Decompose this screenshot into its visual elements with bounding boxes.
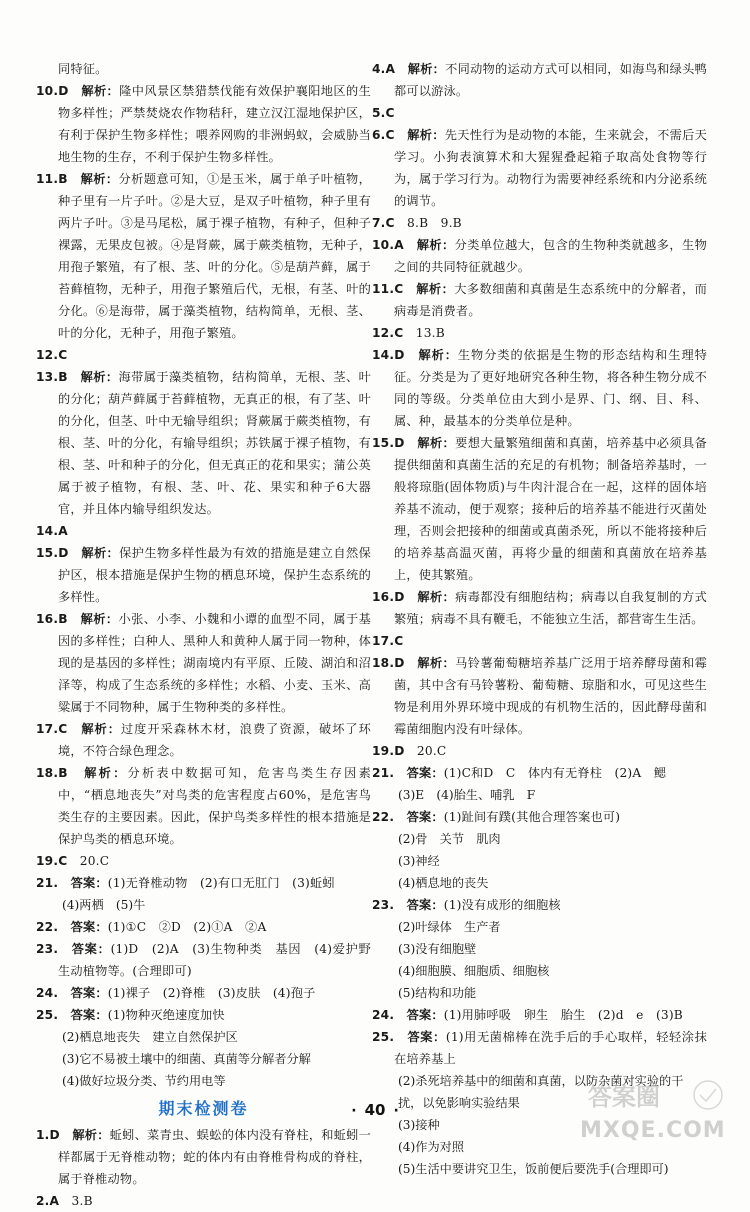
answer-keyword: 答案： [70,986,108,1000]
answer-keyword: 答案： [70,920,108,934]
answer-entry [36,608,371,718]
question-number: 24. [36,986,59,1000]
question-number: 17.C [372,634,404,648]
question-number: 23. [36,942,59,956]
question-number: 18.B [36,766,68,780]
answer-text: 隆中风景区禁猎禁伐能有效保护襄阳地区的生物多样性；严禁焚烧农作物秸秆，建立汉江湿地保护区，有利于保护生物多样性；喂养网购的非洲蚂蚁，会威胁当地生物的生存，不利于保护生物多样性。 [58,84,372,164]
question-number: 24. [372,1008,395,1022]
answer-entry [36,718,371,762]
answer-entry [372,1026,707,1070]
answer-entry [36,850,371,872]
question-number: 12.C [372,326,404,340]
answer-entry [36,1124,371,1190]
watermark-line1: 答案圈 [588,1083,660,1111]
answer-text: (1)没有成形的细胞核 [443,898,561,912]
answer-subline: (5)生活中要讲究卫生，饭前便后要洗手(合理即可) [398,1162,669,1176]
answer-entry [372,1004,707,1026]
answer-keyword: 解析： [81,546,120,560]
continued-text: 同特征。 [58,62,108,76]
answer-text: 病毒都没有细胞结构；病毒以自我复制的方式繁殖；病毒不具有鞭毛，不能独立生活，都营寄生生活。 [394,590,708,626]
answer-text: 海带属于藻类植物，结构简单，无根、茎、叶的分化；葫芦藓属于苔藓植物，无真正的根，有了茎、叶的分化，但茎、叶中无输导组织；肾蕨属于蕨类植物，有根、茎、叶的分化，有输导组织；苏铁属于裸子植物，有根、茎、叶和种子的分化，但无真正的花和果实；蒲公英属于被子植物，有根、茎、叶、花、果实和种子6大器官，并且体内输导组织发达。 [58,370,371,516]
answer-text: 大多数细菌和真菌是生态系统中的分解者，而病毒是消费者。 [394,282,708,318]
answer-entry [36,520,371,542]
answer-entry [372,278,707,322]
answer-keyword: 答案： [406,1008,444,1022]
answer-keyword: 解析： [84,766,128,780]
answer-subline: (5)结构和功能 [398,986,477,1000]
answer-entry [372,586,707,630]
watermark-logo [568,1073,738,1145]
answer-subline: (4)作为对照 [398,1140,465,1154]
answer-entry [372,432,707,586]
answer-text: (1)裸子 (2)脊椎 (3)皮肤 (4)孢子 [107,986,316,1000]
answer-entry [36,916,371,938]
page-number-value: 40 [364,1101,386,1119]
question-number: 10.A [372,238,404,252]
answer-keyword: 答案： [70,1008,108,1022]
question-number: 10.D [36,84,69,98]
answer-text: (1)①C ②D (2)①A ②A [107,920,267,934]
dot-right: · [393,1103,399,1119]
question-number: 25. [372,1030,395,1044]
answer-keyword: 解析： [80,172,119,186]
question-number: 6.C [372,128,395,142]
answer-entry [36,1190,371,1212]
answer-entry [36,938,371,982]
answer-keyword: 解析： [418,348,458,362]
answer-subline: (4)两栖 (5)牛 [62,898,146,912]
answer-keyword: 答案： [407,1030,446,1044]
answer-subline: (3)接种 [398,1118,440,1132]
answer-entry [372,630,707,652]
question-number: 22. [372,810,395,824]
question-number: 19.C [36,854,68,868]
answer-keyword: 解析： [417,590,456,604]
answer-entry [36,762,371,850]
answer-entry [36,366,371,520]
answer-keyword: 解析： [72,1128,110,1142]
answer-text: (1)用无菌棉棒在洗手后的手心取样，轻轻涂抹在培养基上 [394,1030,708,1066]
question-number: 21. [372,766,395,780]
answer-keyword: 解析： [80,370,119,384]
answer-keyword: 解析： [81,722,121,736]
question-number: 11.B [36,172,68,186]
left-column [36,58,371,1212]
answer-entry [36,80,371,168]
watermark-line2: MXQE.COM [580,1118,726,1143]
question-number: 19.D [372,744,405,758]
question-number: 14.D [372,348,405,362]
answer-entry [36,982,371,1004]
answer-entry [36,542,371,608]
answer-entry [36,1004,371,1026]
answer-entry [372,124,707,212]
question-number: 22. [36,920,59,934]
answer-text: 先天性行为是动物的本能，生来就会，不需后天学习。小狗表演算术和大猩猩叠起箱子取高处食物等行为，属于学习行为。动物行为需要神经系统和内分泌系统的调节。 [394,128,707,208]
answer-entry [372,652,707,740]
answer-keyword: 解析： [417,436,456,450]
answer-subline: (2)骨 关节 肌肉 [398,832,501,846]
answer-text: 保护生物多样性最为有效的措施是建立自然保护区，根本措施是保护生物的栖息环境，保护生态系统的多样性。 [58,546,372,604]
answer-text: 分析表中数据可知，危害鸟类生存因素中，“栖息地丧失”对鸟类的危害程度占60%，是危害鸟类生存的主要因素。因此，保护鸟类多样性的根本措施是保护鸟类的栖息环境。 [58,766,371,846]
answer-entry [372,212,707,234]
answer-text: (1)物种灭绝速度加快 [107,1008,225,1022]
question-number: 18.D [372,656,405,670]
answer-text: 20.C [416,744,447,758]
answer-subline: (3)E (4)胎生、哺乳 F [398,788,536,802]
answer-text: 小张、小李、小魏和小谭的血型不同，属于基因的多样性；白种人、黑种人和黄种人属于同一物种，体现的是基因的多样性；湖南境内有平原、丘陵、湖泊和沼泽等，构成了生态系统的多样性；水稻、小麦、玉米、高粱属于不同物种，属于生物种类的多样性。 [58,612,371,714]
question-number: 11.C [372,282,404,296]
answer-keyword: 解析： [417,656,456,670]
answer-keyword: 解析： [80,612,119,626]
question-number: 13.B [36,370,68,384]
section-title: 期末检测卷 [158,1099,249,1118]
answer-entry [372,234,707,278]
answer-text: (1)无脊椎动物 (2)有口无肛门 (3)蚯蚓 [107,876,335,890]
answer-text: 分析题意可知，①是玉米，属于单子叶植物，种子里有一片子叶。②是大豆，是双子叶植物，种子里有两片子叶。③是马尾松，属于裸子植物，有种子，但种子裸露，无果皮包被。④是肾蕨，属于蕨类植物，无种子，用孢子繁殖，有了根、茎、叶的分化。⑤是葫芦藓，属于苔藓植物，无种子，用孢子繁殖后代，无根，有茎、叶的分化。⑥是海带，属于藻类植物，结构简单，无根、茎、叶的分化，无种子，用孢子繁殖。 [58,172,371,340]
question-number: 23. [372,898,395,912]
answer-entry [372,762,707,784]
question-number: 4.A [372,62,396,76]
answer-text: 要想大量繁殖细菌和真菌，培养基中必须具备提供细菌和真菌生活的充足的有机物；制备培养基时，一般将琼脂(固体物质)与牛肉汁混合在一起，这样的固体培养基不流动，便于观察；接种后的培养基不能进行灭菌处理，否则会把接种的细菌或真菌杀死，所以不能将接种后的培养基高温灭菌，再将少量的细菌和真菌放在培养基上，使其繁殖。 [394,436,708,582]
answer-subline: (2)叶绿体 生产者 [398,920,501,934]
answer-entry [372,322,707,344]
answer-subline: (3)没有细胞壁 [398,942,477,956]
answer-keyword: 解析： [407,128,445,142]
answer-text: (1)趾间有蹼(其他合理答案也可) [443,810,621,824]
answer-text: (1)C和D C 体内有无脊柱 (2)A 鳃 [443,766,667,780]
answer-keyword: 解析： [416,238,455,252]
answer-entry [372,344,707,432]
question-number: 12.C [36,348,68,362]
answer-keyword: 解析： [416,282,455,296]
question-number: 21. [36,876,59,890]
answer-keyword: 解析： [81,84,120,98]
question-number: 17.C [36,722,68,736]
question-number: 7.C [372,216,395,230]
answer-subline: (4)细胞膜、细胞质、细胞核 [398,964,550,978]
answer-text: 3.B [71,1194,93,1208]
question-number: 5.C [372,106,395,120]
answer-subline: (3)神经 [398,854,440,868]
right-column [372,58,707,1180]
answer-subline: (2)栖息地丧失 建立自然保护区 [62,1030,238,1044]
answer-entry [372,102,707,124]
answer-entry [36,344,371,366]
answer-subline: (3)它不易被土壤中的细菌、真菌等分解者分解 [62,1052,311,1066]
question-number: 14.A [36,524,68,538]
question-number: 1.D [36,1128,60,1142]
question-number: 16.B [36,612,68,626]
answer-text: (1)用肺呼吸 卵生 胎生 (2)d e (3)B [443,1008,683,1022]
answer-keyword: 解析： [407,62,446,76]
answer-entry [36,168,371,344]
answer-text: 20.C [79,854,110,868]
answer-text: 马铃薯葡萄糖培养基广泛用于培养酵母菌和霉菌，其中含有马铃薯粉、葡萄糖、琼脂和水，可见这些生物是利用外界环境中现成的有机物生活的，因此酵母菌和霉菌细胞内没有叶绿体。 [394,656,708,736]
question-number: 25. [36,1008,59,1022]
answer-entry [372,58,707,102]
answer-subline: (4)栖息地的丧失 [398,876,489,890]
answer-text: 8.B 9.B [407,216,462,230]
answer-text: 分类单位越大，包含的生物种类就越多，生物之间的共同特征就越少。 [394,238,708,274]
answer-text: 13.B [415,326,445,340]
answer-text: 生物分类的依据是生物的形态结构和生理特征。分类是为了更好地研究各种生物，将各种生物分成不同的等级。分类单位由大到小是界、门、纲、目、科、属、种，最基本的分类单位是种。 [394,348,707,428]
answer-text: 蚯蚓、菜青虫、蜈蚣的体内没有脊柱，和蚯蚓一样都属于无脊椎动物；蛇的体内有由脊椎骨构成的脊柱，属于脊椎动物。 [58,1128,371,1186]
answer-keyword: 答案： [406,898,444,912]
answer-keyword: 答案： [406,766,444,780]
answer-keyword: 答案： [406,810,444,824]
answer-text: 不同动物的运动方式可以相同，如海鸟和绿头鸭都可以游泳。 [394,62,707,98]
answer-subline: (2)杀死培养基中的细菌和真菌，以防杂菌对实验的干扰，以免影响实验结果 [398,1074,684,1110]
question-number: 16.D [372,590,405,604]
answer-entry [372,894,707,916]
answer-text: 过度开采森林木材，浪费了资源，破坏了环境，不符合绿色理念。 [58,722,371,758]
answer-keyword: 答案： [71,942,111,956]
answer-entry [372,806,707,828]
question-number: 2.A [36,1194,60,1208]
question-number: 15.D [36,546,69,560]
answer-entry [36,872,371,894]
answer-keyword: 答案： [70,876,108,890]
answer-entry [372,740,707,762]
answer-subline: (4)做好垃圾分类、节约用电等 [62,1074,226,1088]
question-number: 15.D [372,436,405,450]
dot-left: · [351,1103,357,1119]
answer-text: (1)D (2)A (3)生物种类 基因 (4)爱护野生动植物等。(合理即可) [58,942,371,978]
